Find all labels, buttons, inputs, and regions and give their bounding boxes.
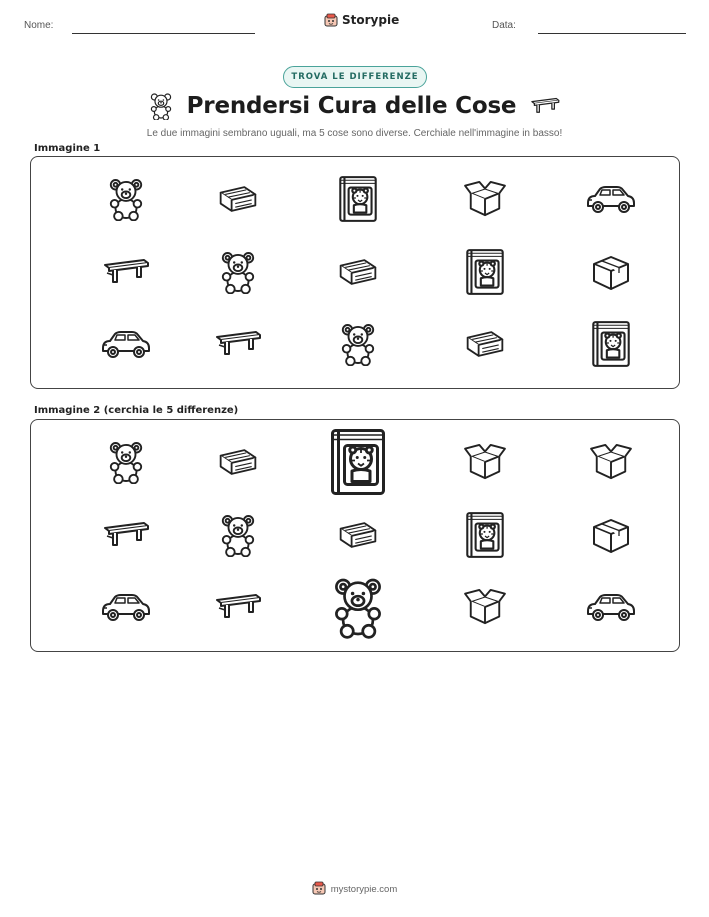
shelf-icon [530,96,560,116]
toy-car-icon[interactable] [100,591,152,623]
teddy-bear-icon[interactable] [219,513,257,557]
image-2-grid [31,420,679,651]
image-2-label: Immagine 2 (cerchia le 5 differenze) [34,405,239,416]
title-row [0,92,709,120]
open-box-icon[interactable] [463,443,507,481]
open-box-icon[interactable] [463,588,507,626]
shelf-icon[interactable] [214,592,262,622]
name-label: Nome: [24,20,54,31]
name-write-line[interactable] [72,33,255,34]
image-1-grid [31,157,679,388]
image-1-label: Immagine 1 [34,143,101,154]
closed-box-icon[interactable] [589,515,633,555]
instructions: Le due immagini sembrano uguali, ma 5 cose sono diverse. Cerchiale nell'immagine in basso! [146,128,563,139]
toy-car-icon[interactable] [585,591,637,623]
toy-car-icon[interactable] [100,328,152,360]
shelf-icon[interactable] [102,257,150,287]
shelf-icon[interactable] [102,520,150,550]
closed-box-icon[interactable] [589,252,633,292]
open-box-icon[interactable] [589,443,633,481]
teddy-bear-icon[interactable] [331,574,385,640]
footer [0,880,709,899]
brand-name: Storypie [342,13,400,27]
toy-car-icon[interactable] [585,183,637,215]
tiger-book-icon[interactable] [464,247,506,297]
teddy-bear-icon[interactable] [107,177,145,221]
tiger-book-icon[interactable] [590,319,632,369]
sponge-icon[interactable] [337,256,379,288]
sponge-icon[interactable] [464,328,506,360]
tiger-book-icon[interactable] [337,174,379,224]
image-2-panel [30,419,680,652]
date-write-line[interactable] [538,33,686,34]
teddy-bear-icon[interactable] [219,250,257,294]
shelf-icon[interactable] [214,329,262,359]
storypie-logo-icon [324,13,338,27]
teddy-bear-icon[interactable] [339,322,377,366]
teddy-bear-icon[interactable] [107,440,145,484]
image-1-panel [30,156,680,389]
activity-type-badge: TROVA LE DIFFERENZE [283,66,427,88]
teddy-bear-icon [149,92,173,120]
sponge-icon[interactable] [337,519,379,551]
tiger-book-icon[interactable] [464,510,506,560]
date-label: Data: [492,20,516,31]
storypie-logo-icon [312,880,326,899]
brand [324,13,399,27]
sponge-icon[interactable] [217,446,259,478]
tiger-book-icon[interactable] [327,426,389,498]
page-title: Prendersi Cura delle Cose [186,93,517,119]
open-box-icon[interactable] [463,180,507,218]
footer-website: mystorypie.com [330,884,398,895]
sponge-icon[interactable] [217,183,259,215]
